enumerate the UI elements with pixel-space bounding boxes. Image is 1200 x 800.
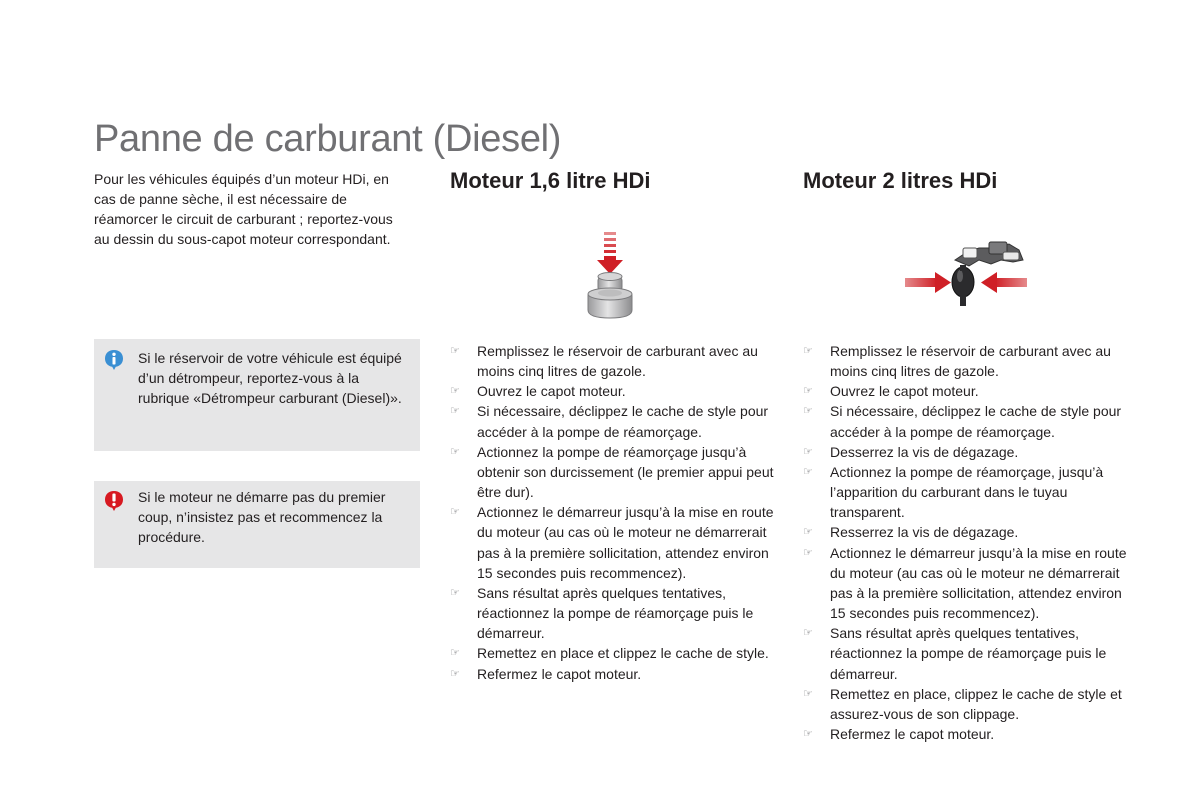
step-item xyxy=(450,381,780,401)
step-item xyxy=(803,684,1133,724)
step-text: Refermez le capot moteur. xyxy=(830,725,995,742)
pointing-hand-icon: ☞ xyxy=(450,385,460,398)
step-item xyxy=(803,724,1133,744)
column-heading: Moteur 1,6 litre HDi xyxy=(450,168,651,193)
pointing-hand-icon: ☞ xyxy=(803,465,813,478)
pointing-hand-icon: ☞ xyxy=(803,546,813,559)
step-item xyxy=(803,341,1133,381)
column-heading: Moteur 2 litres HDi xyxy=(803,168,998,193)
step-item xyxy=(450,401,780,441)
pointing-hand-icon: ☞ xyxy=(450,647,460,660)
priming-bulb-squeeze-illustration xyxy=(905,238,1027,308)
info-note xyxy=(94,339,420,451)
step-text: Actionnez la pompe de réamorçage, jusqu’à l’apparition du carburant dans le tuyau transparent. xyxy=(830,463,1104,521)
info-icon xyxy=(104,349,124,371)
step-item xyxy=(803,442,1133,462)
column-2-hdi xyxy=(803,166,1133,742)
intro-paragraph: Pour les véhicules équipés d’un moteur HDi, en cas de panne sèche, il est nécessaire de réamorcer le circuit de carburant ; reportez-vous au dessin du sous-capot moteur correspondant. xyxy=(94,171,393,247)
step-text: Si nécessaire, déclippez le cache de style pour accéder à la pompe de réamorçage. xyxy=(477,403,769,440)
step-text: Remettez en place, clippez le cache de style et assurez-vous de son clippage. xyxy=(830,685,1122,722)
step-text: Actionnez le démarreur jusqu’à la mise en route du moteur (au cas où le moteur ne démarrerait pas à la première sollicitation, attendez environ 15 secondes puis recommencez). xyxy=(830,544,1127,622)
step-item xyxy=(803,462,1133,522)
step-item xyxy=(450,664,780,684)
step-text: Sans résultat après quelques tentatives, réactionnez la pompe de réamorçage puis le démarreur. xyxy=(477,584,754,642)
step-text: Actionnez le démarreur jusqu’à la mise en route du moteur (au cas où le moteur ne démarrerait pas à la première sollicitation, attendez environ 15 secondes puis recommencez). xyxy=(477,504,774,581)
pointing-hand-icon: ☞ xyxy=(803,526,813,539)
step-text: Resserrez la vis de dégazage. xyxy=(830,524,1019,541)
pointing-hand-icon: ☞ xyxy=(803,687,813,700)
pointing-hand-icon: ☞ xyxy=(803,727,813,740)
step-item xyxy=(450,583,780,643)
pointing-hand-icon: ☞ xyxy=(450,667,460,680)
step-text: Actionnez la pompe de réamorçage jusqu’à obtenir son durcissement (le premier appui peut être dur). xyxy=(477,443,774,501)
priming-pump-press-illustration xyxy=(580,232,640,326)
pointing-hand-icon: ☞ xyxy=(803,627,813,640)
step-item xyxy=(803,381,1133,401)
step-item xyxy=(450,442,780,502)
steps-list xyxy=(450,341,780,684)
pointing-hand-icon: ☞ xyxy=(803,385,813,398)
step-text: Sans résultat après quelques tentatives, réactionnez la pompe de réamorçage puis le démarreur. xyxy=(830,625,1107,682)
step-item xyxy=(450,502,780,583)
step-text: Si nécessaire, déclippez le cache de style pour accéder à la pompe de réamorçage. xyxy=(830,403,1122,440)
warning-icon xyxy=(104,490,124,512)
pointing-hand-icon: ☞ xyxy=(803,405,813,418)
step-text: Ouvrez le capot moteur. xyxy=(477,383,626,400)
step-item xyxy=(450,643,780,663)
pointing-hand-icon: ☞ xyxy=(450,586,460,599)
page-title: Panne de carburant (Diesel) xyxy=(94,118,562,160)
step-text: Refermez le capot moteur. xyxy=(477,665,642,682)
step-item xyxy=(803,522,1133,542)
step-text: Ouvrez le capot moteur. xyxy=(830,383,979,400)
step-text: Remplissez le réservoir de carburant avec au moins cinq litres de gazole. xyxy=(477,343,758,380)
pointing-hand-icon: ☞ xyxy=(450,445,460,458)
step-text: Remplissez le réservoir de carburant avec au moins cinq litres de gazole. xyxy=(830,343,1111,380)
step-item xyxy=(803,623,1133,683)
info-note-text: Si le réservoir de votre véhicule est équipé d’un détrompeur, reportez-vous à la rubrique «Détrompeur carburant (Diesel)». xyxy=(138,350,402,406)
steps-list xyxy=(803,341,1133,744)
warning-note-text: Si le moteur ne démarre pas du premier coup, n’insistez pas et recommencez la procédure. xyxy=(138,489,386,545)
step-item xyxy=(803,401,1133,441)
pointing-hand-icon: ☞ xyxy=(803,345,813,357)
step-text: Desserrez la vis de dégazage. xyxy=(830,443,1019,460)
warning-note xyxy=(94,481,420,568)
step-text: Remettez en place et clippez le cache de style. xyxy=(477,645,769,662)
step-item xyxy=(450,341,780,381)
pointing-hand-icon: ☞ xyxy=(450,345,460,357)
pointing-hand-icon: ☞ xyxy=(803,445,813,458)
pointing-hand-icon: ☞ xyxy=(450,405,460,418)
step-item xyxy=(803,543,1133,624)
column-1-6-hdi xyxy=(450,166,780,682)
pointing-hand-icon: ☞ xyxy=(450,506,460,519)
